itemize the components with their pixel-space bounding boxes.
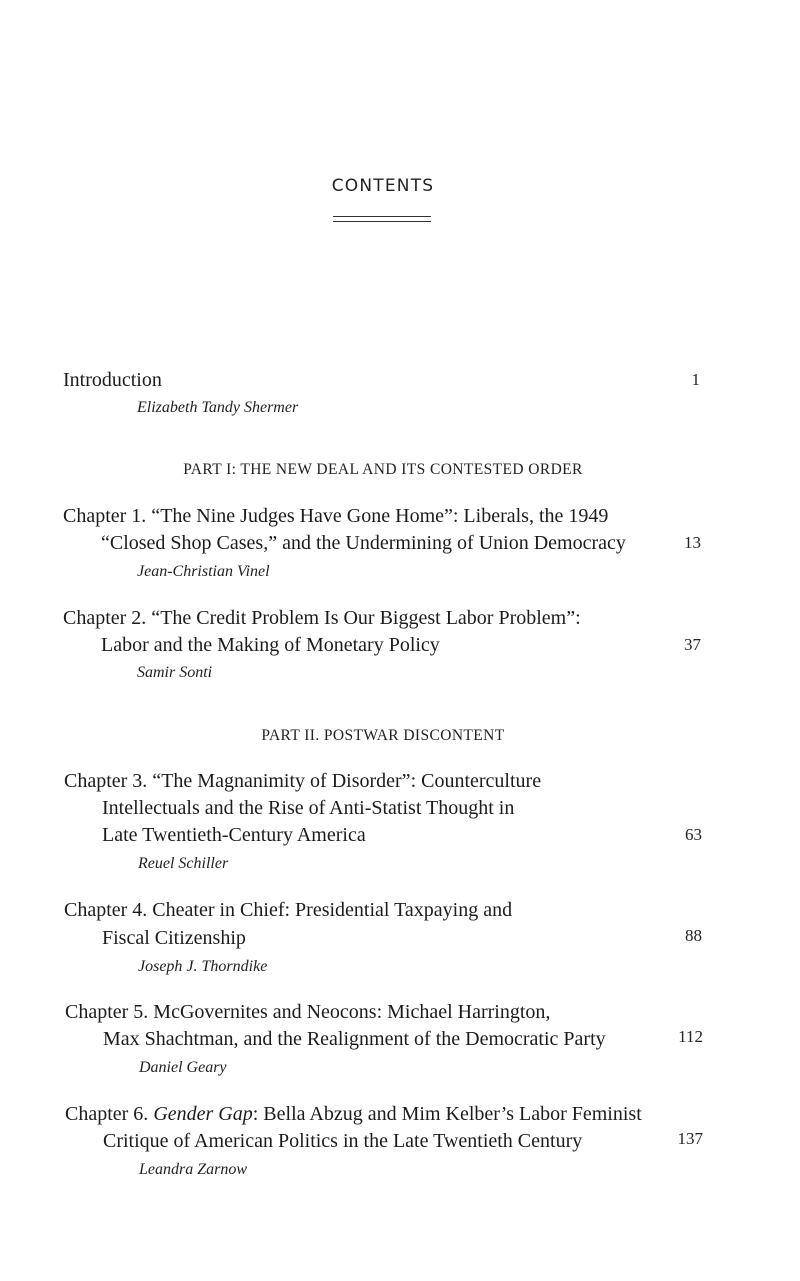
chapter-5-page-number: 112 (678, 1027, 703, 1046)
chapter-2-page-number: 37 (684, 635, 701, 654)
intro-page-number: 1 (691, 370, 700, 389)
chapter-1-page-number: 13 (684, 533, 701, 552)
chapter-2-author: Samir Sonti (137, 664, 213, 681)
chapter-4-line-2: Fiscal Citizenship (102, 927, 246, 949)
chapter-3-line-2: Intellectuals and the Rise of Anti-Statist Thought in (102, 797, 515, 819)
chapter-5-line-2: Max Shachtman, and the Realignment of the Democratic Party (103, 1028, 606, 1050)
chapter-5-author: Daniel Geary (139, 1059, 227, 1076)
chapter-3-line-1: Chapter 3. “The Magnanimity of Disorder”: Counterculture (64, 770, 542, 792)
chapter-6-prefix: Chapter 6. (65, 1103, 154, 1125)
chapter-4-line-1: Chapter 4. Cheater in Chief: Presidential Taxpaying and (64, 899, 513, 921)
chapter-2-line-2: Labor and the Making of Monetary Policy (101, 634, 440, 656)
chapter-4-page-number: 88 (685, 926, 702, 945)
chapter-6-author: Leandra Zarnow (139, 1161, 248, 1178)
chapter-3-line-3: Late Twentieth-Century America (102, 824, 366, 846)
chapter-4-author: Joseph J. Thorndike (138, 958, 268, 975)
chapter-1-line-2: “Closed Shop Cases,” and the Undermining of Union Democracy (101, 532, 626, 554)
intro-author: Elizabeth Tandy Shermer (137, 399, 299, 416)
part-1-title: PART I: THE NEW DEAL AND ITS CONTESTED ORDER (183, 461, 583, 478)
title-rule-top (333, 216, 431, 217)
chapter-6-line-1 (65, 1100, 642, 1128)
chapter-3-author: Reuel Schiller (138, 855, 229, 872)
chapter-6-italic-title: Gender Gap (153, 1103, 253, 1125)
part-2-title: PART II. POSTWAR DISCONTENT (261, 727, 505, 744)
chapter-6-page-number: 137 (677, 1129, 703, 1148)
chapter-1-line-1: Chapter 1. “The Nine Judges Have Gone Home”: Liberals, the 1949 (63, 505, 609, 527)
title-rule-bottom (333, 221, 431, 222)
intro-title: Introduction (63, 369, 162, 391)
chapter-5-line-1: Chapter 5. McGovernites and Neocons: Michael Harrington, (65, 1001, 551, 1023)
chapter-2-line-1: Chapter 2. “The Credit Problem Is Our Biggest Labor Problem”: (63, 607, 581, 629)
chapter-3-page-number: 63 (685, 825, 702, 844)
chapter-6-line-2: Critique of American Politics in the Late Twentieth Century (103, 1130, 583, 1152)
page-title: CONTENTS (331, 176, 435, 196)
chapter-6-suffix: : Bella Abzug and Mim Kelber’s Labor Feminist (252, 1103, 642, 1125)
chapter-1-author: Jean-Christian Vinel (137, 563, 270, 580)
